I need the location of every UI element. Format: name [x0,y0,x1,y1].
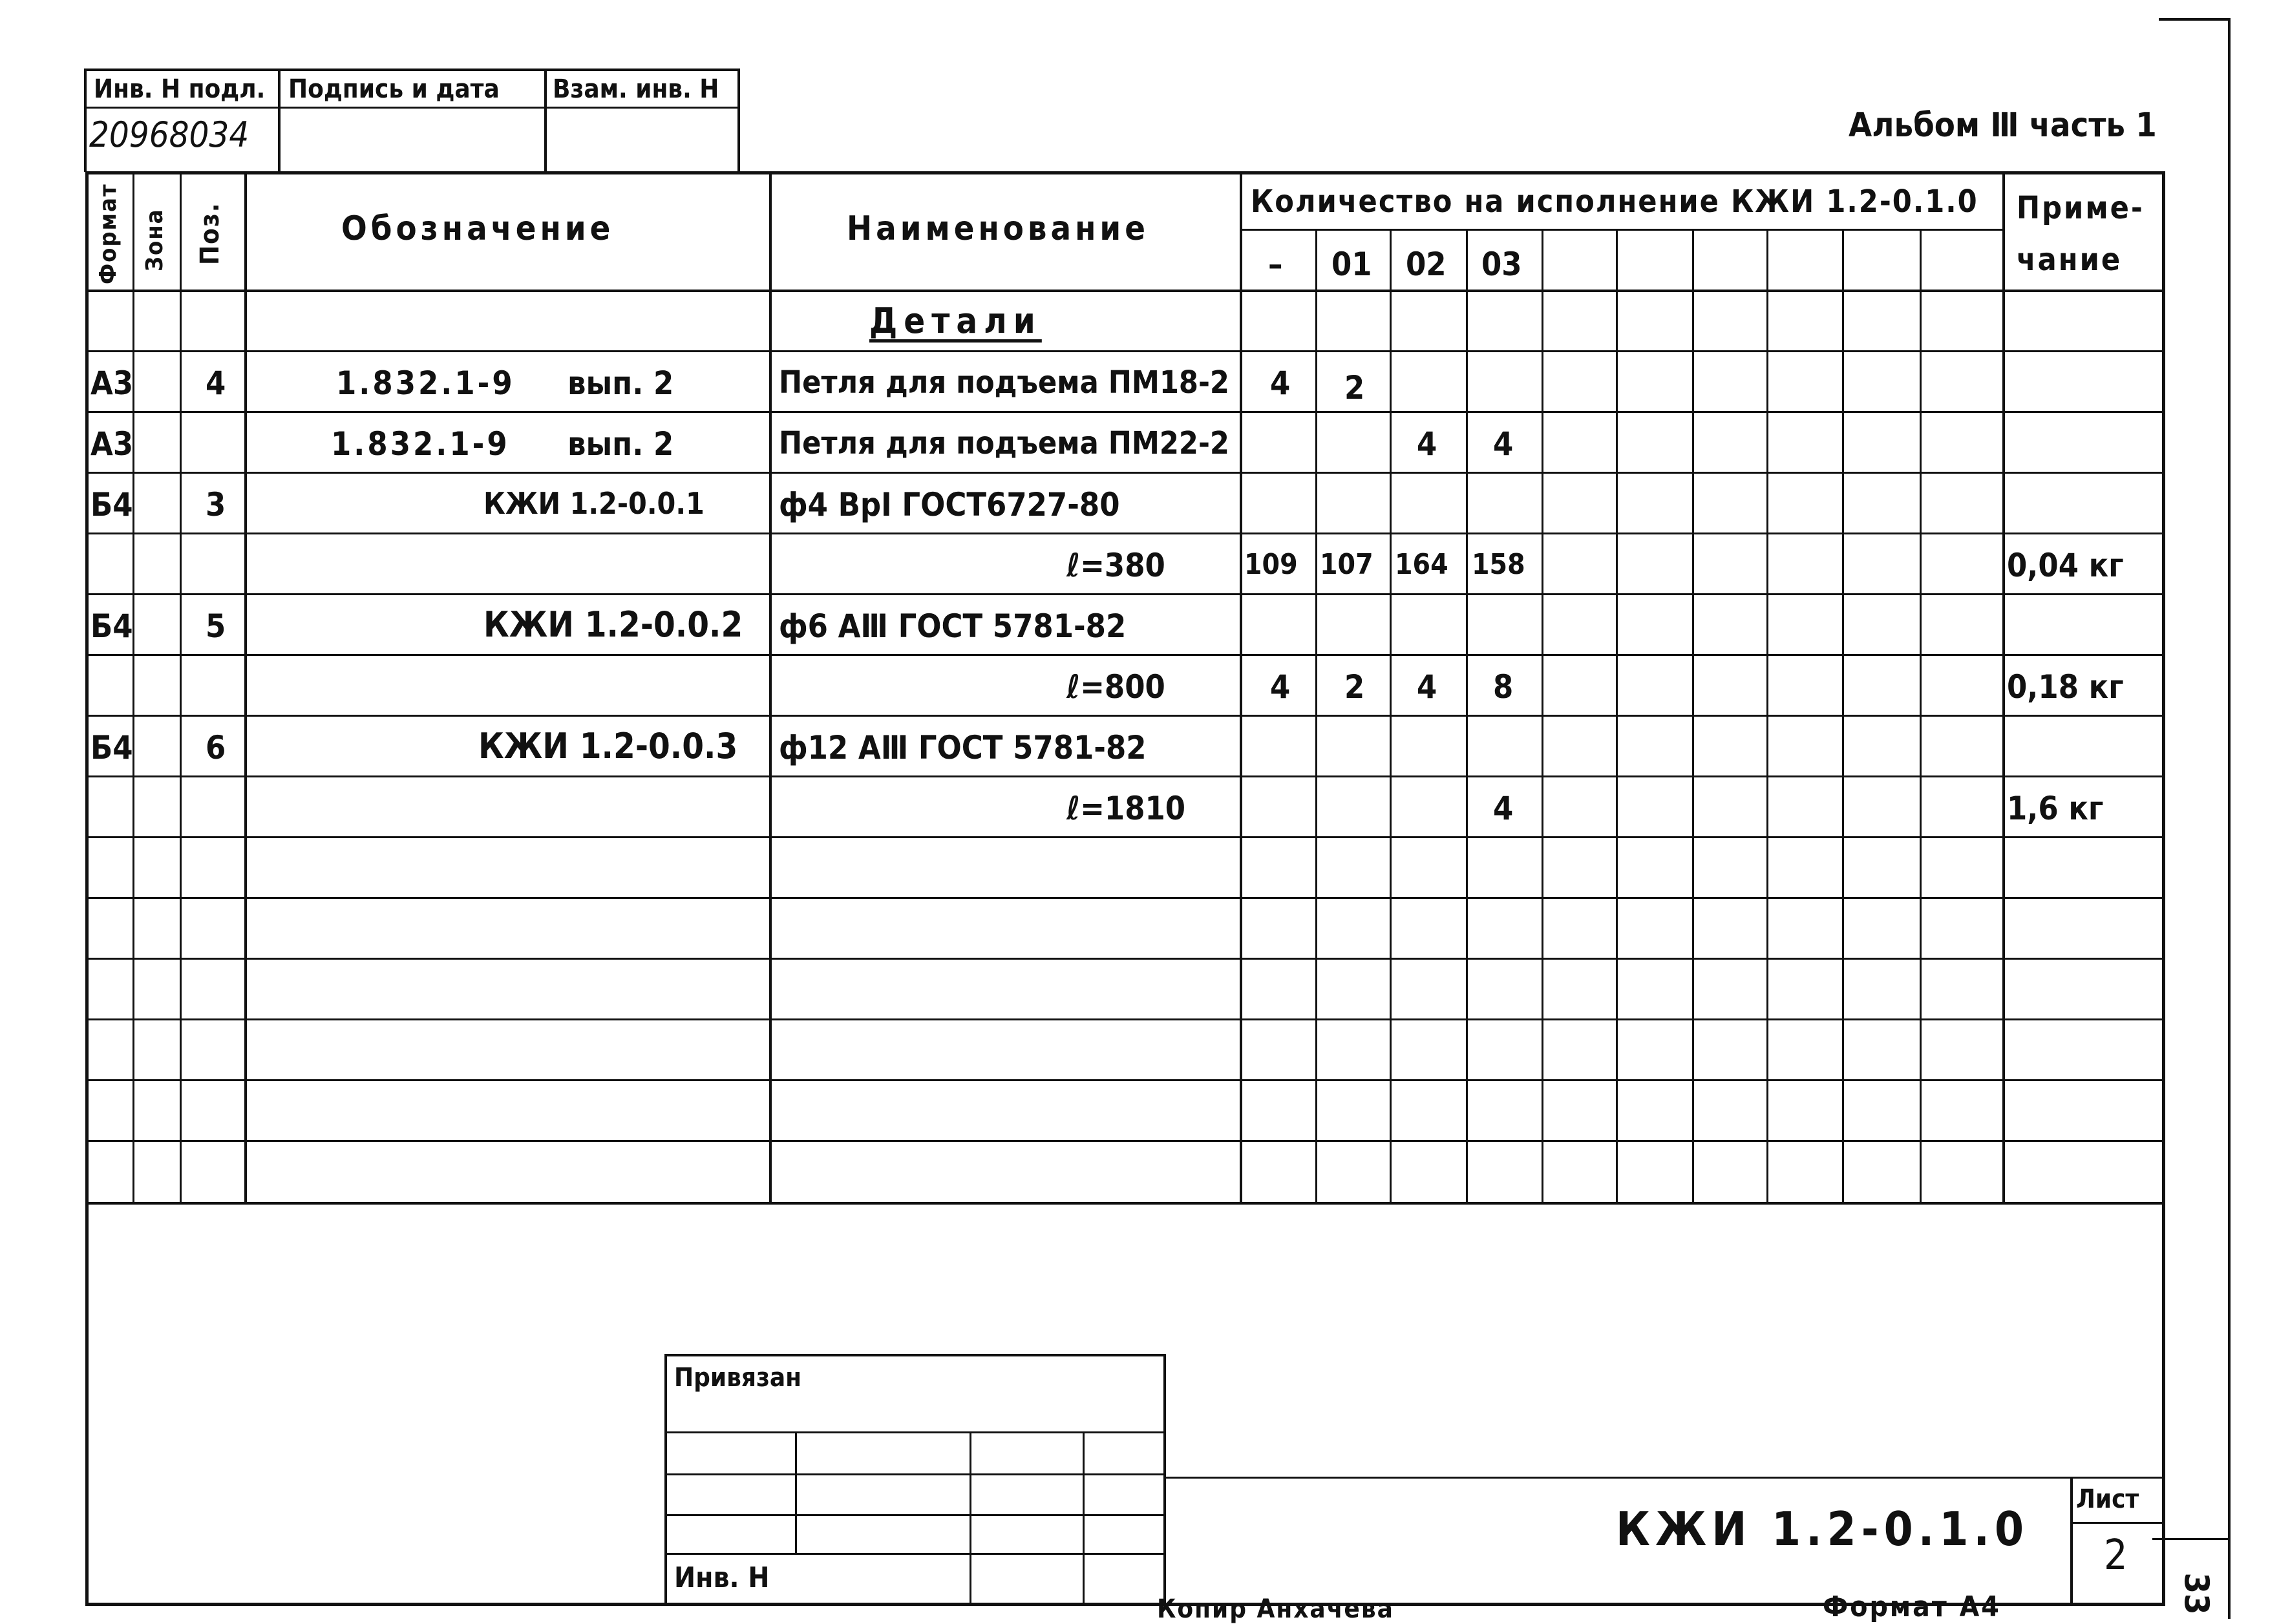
row-q-3: 4 [1493,790,1514,827]
header-primechanie-2: чание [2017,242,2123,278]
row-q-3: 158 [1472,548,1525,581]
header-isp-3: 03 [1481,246,1522,283]
row-q-1: 107 [1320,548,1373,581]
copied-label: Копир Анхачева [1157,1594,1394,1624]
section-title: Детали [869,301,1042,341]
row-q-2: 4 [1417,425,1437,463]
row-q-1: 2 [1344,668,1365,706]
inv-podl-label: Инв. Н подл. [94,74,266,104]
format-label: Формат А4 [1823,1590,2001,1623]
row-oboz: КЖИ 1.2-0.0.3 [478,726,738,766]
row-name: Петля для подъема ПМ22-2 [779,425,1229,461]
album-label: Альбом Ⅲ часть 1 [1849,106,2157,145]
row-oboz-vyp: вып. 2 [567,364,674,402]
row-q-3: 4 [1493,425,1514,463]
row-oboz: 1.832.1-9 [331,425,510,463]
row-format: Б4 [90,607,133,645]
row-name: Петля для подъема ПМ18-2 [779,364,1229,401]
header-isp-2: 02 [1406,246,1447,283]
side-number: 33 [2176,1572,2216,1615]
row-name: ℓ=380 [1066,547,1165,584]
row-q-1: 2 [1344,369,1365,406]
header-isp-0: – [1268,246,1283,283]
header-primechanie-1: Приме- [2017,190,2145,226]
vzam-label: Взам. инв. Н [553,74,719,104]
list-number: 2 [2104,1532,2128,1579]
row-format: Б4 [90,729,133,766]
row-poz: 4 [206,364,226,402]
header-poz: Поз. [195,202,225,265]
header-isp-1: 01 [1331,246,1372,283]
header-oboznachenie: Обозначение [341,209,615,248]
header-naimenovanie: Наименование [847,209,1149,248]
row-prim: 1,6 кг [2007,790,2104,827]
row-format: А3 [90,425,134,463]
row-oboz-vyp: вып. 2 [567,425,674,463]
row-poz: 3 [206,486,226,523]
row-name: ф4 ВрⅠ ГОСТ6727-80 [779,486,1120,523]
row-name: ℓ=1810 [1066,790,1186,827]
row-q-0: 4 [1270,364,1291,402]
row-oboz: КЖИ 1.2-0.0.1 [483,486,705,521]
row-name: ф12 АⅢ ГОСТ 5781-82 [779,729,1147,766]
inv-number: 20968034 [89,114,249,155]
podpis-label: Подпись и дата [288,74,500,104]
list-label: Лист [2076,1484,2139,1514]
inv-n-label: Инв. Н [674,1561,770,1594]
row-poz: 6 [206,729,226,766]
row-poz: 5 [206,607,226,645]
row-prim: 0,04 кг [2007,547,2124,584]
row-format: А3 [90,364,134,402]
row-prim: 0,18 кг [2007,668,2124,706]
row-q-3: 8 [1493,668,1514,706]
row-q-2: 4 [1417,668,1437,706]
header-format: Формат [95,183,122,284]
doc-code: КЖИ 1.2-0.1.0 [1616,1502,2030,1556]
header-kolichestvo: Количество на исполнение КЖИ 1.2-0.1.0 [1251,184,1978,220]
row-q-0: 109 [1244,548,1298,581]
row-oboz: КЖИ 1.2-0.0.2 [483,604,743,645]
row-oboz: 1.832.1-9 [336,364,515,402]
row-q-0: 4 [1270,668,1291,706]
row-format: Б4 [90,486,133,523]
row-name: ф6 АⅢ ГОСТ 5781-82 [779,607,1127,645]
row-name: ℓ=800 [1066,668,1165,706]
privyazan-label: Привязан [674,1363,802,1393]
header-zona: Зона [142,208,168,271]
row-q-2: 164 [1395,548,1448,581]
